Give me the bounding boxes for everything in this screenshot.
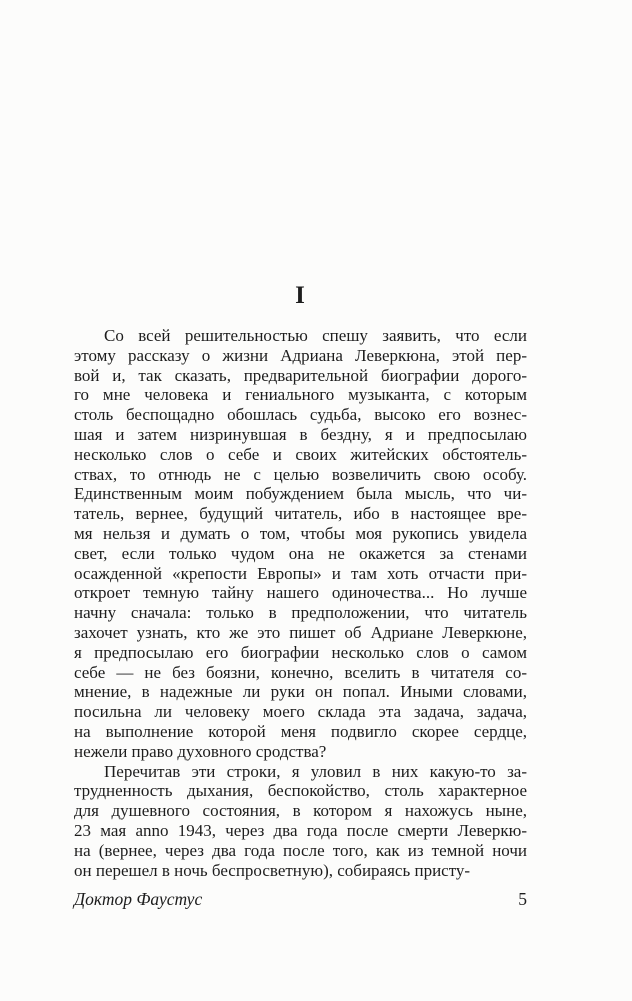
text-line: 23 мая anno 1943, через два года после смерти Леверкю- <box>74 820 527 840</box>
text-line: этому рассказу о жизни Адриана Леверкюна, этой пер- <box>74 345 527 365</box>
text-line: осажденной «крепости Европы» и там хоть отчасти при- <box>74 563 527 583</box>
chapter-heading: I <box>295 282 306 309</box>
text-line: ствах, то отнюдь не с целью возвеличить свою особу. <box>74 464 527 484</box>
text-line: на (вернее, через два года после того, как из темной ночи <box>74 840 527 860</box>
page-text <box>74 326 527 880</box>
text-line: мя нельзя и думать о том, чтобы моя рукопись увидела <box>74 523 527 543</box>
text-line: он перешел в ночь беспросветную), собираясь присту- <box>74 860 471 880</box>
text-line: я предпосылаю его биографии несколько слов о самом <box>74 642 527 662</box>
text-line: на выполнение которой меня подвигло скорее сердце, <box>74 721 527 741</box>
text-line: посильна ли человеку моего склада эта задача, задача, <box>74 702 527 722</box>
text-line: начну сначала: только в предположении, что читатель <box>74 603 527 623</box>
text-line: трудненность дыхания, беспокойство, столь характерное <box>74 781 527 801</box>
text-line: откроет темную тайну нашего одиночества... Но лучше <box>74 583 527 603</box>
text-line: Перечитав эти строки, я уловил в них какую-то за- <box>104 761 527 781</box>
text-line: го мне человека и гениального музыканта, с которым <box>74 385 527 405</box>
text-line: столь беспощадно обошлась судьба, высоко его вознес- <box>74 405 527 425</box>
text-line: Со всей решительностью спешу заявить, что если <box>104 326 527 345</box>
text-line: для душевного состояния, в котором я нахожусь ныне, <box>74 801 527 821</box>
paragraph <box>74 326 527 762</box>
text-line: шая и затем низринувшая в бездну, я и предпосылаю <box>74 424 527 444</box>
text-line: свет, если только чудом она не окажется за стенами <box>74 543 527 563</box>
text-line: себе — не без боязни, конечно, вселить в читателя со- <box>74 662 527 682</box>
text-line: несколько слов о себе и своих житейских обстоятель- <box>74 444 527 464</box>
text-line: татель, вернее, будущий читатель, ибо в настоящее вре- <box>74 504 527 524</box>
paragraph <box>74 762 527 881</box>
page-footer <box>74 888 527 910</box>
running-title: Доктор Фаустус <box>74 889 203 909</box>
text-line: захочет узнать, кто же это пишет об Адриане Леверкюне, <box>74 622 527 642</box>
page-number: 5 <box>518 889 527 909</box>
text-line: нежели право духовного сродства? <box>74 741 327 761</box>
text-line: Единственным моим побуждением была мысль, что чи- <box>74 484 527 504</box>
text-line: вой и, так сказать, предварительной биографии дорого- <box>74 365 527 385</box>
text-line: мнение, в надежные ли руки он попал. Иными словами, <box>74 682 527 702</box>
